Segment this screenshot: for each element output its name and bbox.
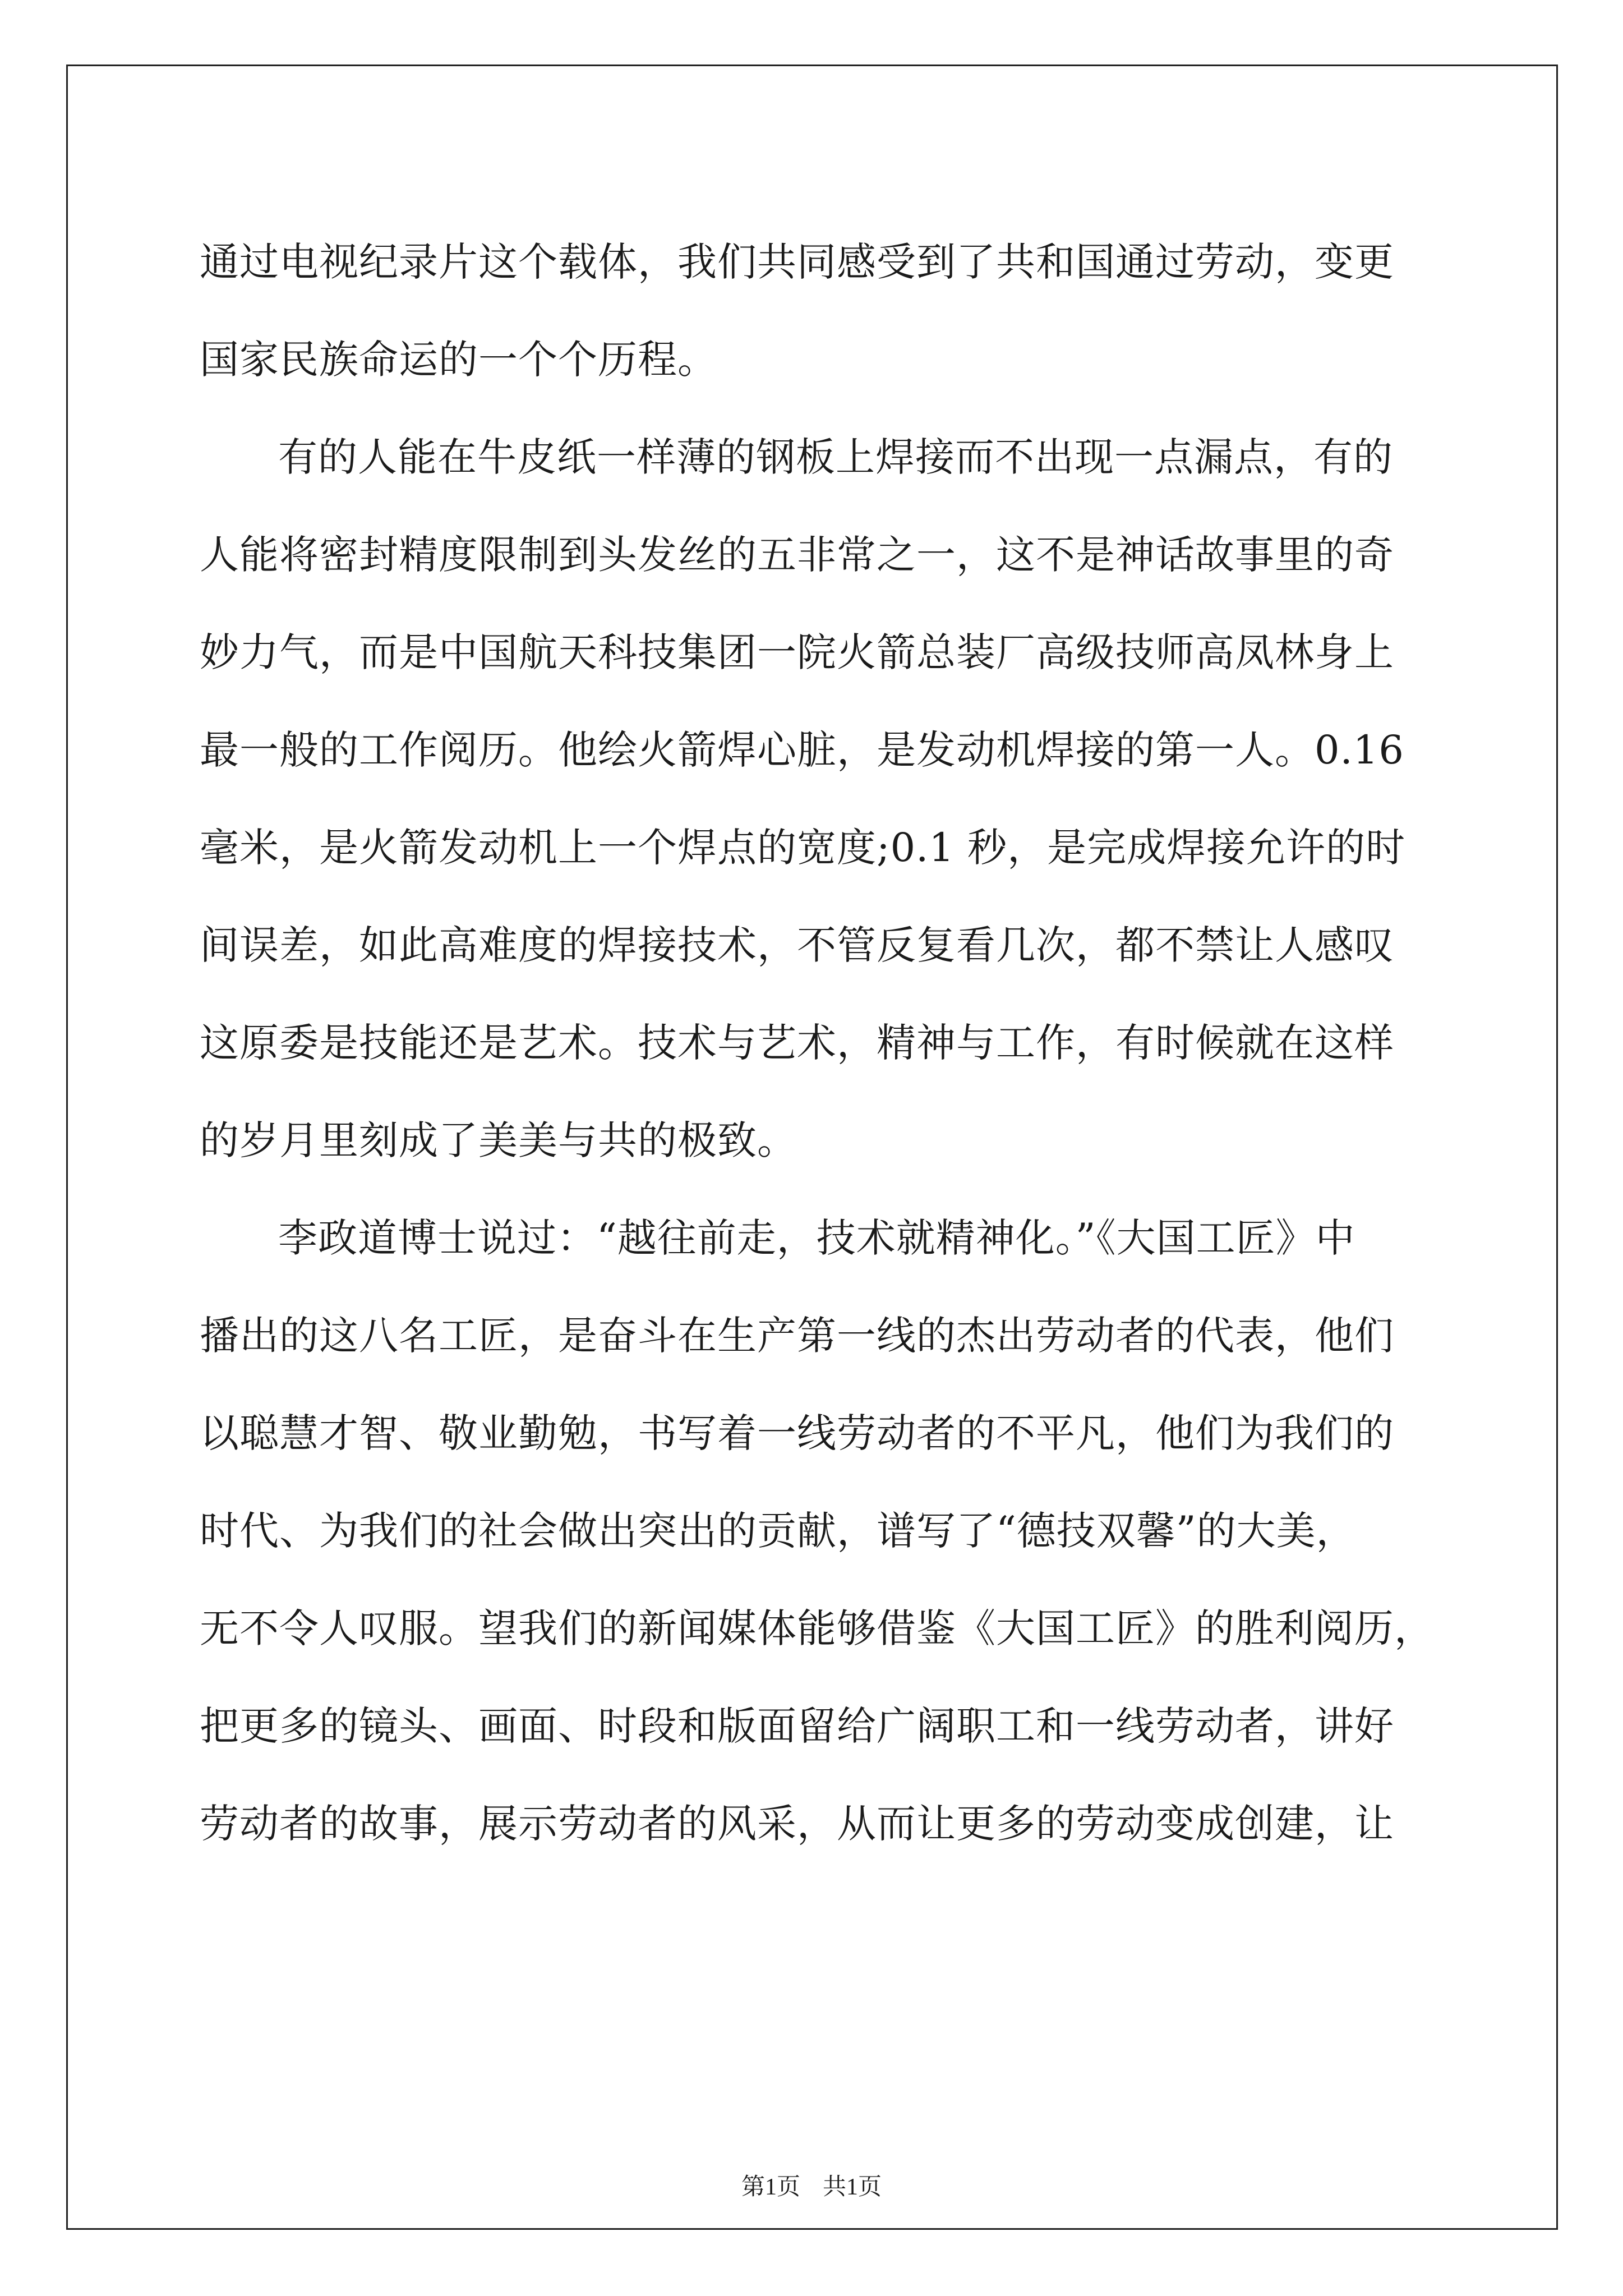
page-number-current: 第1页 [741, 2174, 800, 2200]
text-line: 妙力气，而是中国航天科技集团一院火箭总装厂高级技师高凤林身上 [200, 629, 1394, 675]
text-line: 有的人能在牛皮纸一样薄的钢板上焊接而不出现一点漏点，有的 [278, 434, 1393, 480]
document-body [200, 213, 1433, 1872]
text-line: 毫米，是火箭发动机上一个焊点的宽度;0.1 秒，是完成焊接允许的时 [200, 825, 1406, 871]
text-line: 劳动者的故事，展示劳动者的风采，从而让更多的劳动变成创建，让 [200, 1801, 1394, 1847]
text-line: 时代、为我们的社会做出突出的贡献，谱写了“德技双馨”的大美， [200, 1508, 1356, 1554]
text-line: 以聪慧才智、敬业勤勉，书写着一线劳动者的不平凡，他们为我们的 [200, 1410, 1394, 1456]
text-line: 这原委是技能还是艺术。技术与艺术，精神与工作，有时候就在这样 [200, 1020, 1394, 1066]
page-number-total: 共1页 [823, 2174, 882, 2200]
text-line: 李政道博士说过：“越往前走，技术就精神化。”《大国工匠》中 [278, 1215, 1355, 1261]
text-line: 间误差，如此高难度的焊接技术，不管反复看几次，都不禁让人感叹 [200, 922, 1394, 968]
paragraph [200, 213, 1433, 408]
text-line: 国家民族命运的一个个历程。 [200, 337, 717, 383]
paragraph [200, 408, 1433, 1189]
text-line: 通过电视纪录片这个载体，我们共同感受到了共和国通过劳动，变更 [200, 239, 1394, 285]
text-line: 的岁月里刻成了美美与共的极致。 [200, 1117, 797, 1163]
text-line: 人能将密封精度限制到头发丝的五非常之一，这不是神话故事里的奇 [200, 532, 1394, 578]
page-footer [0, 2168, 1623, 2202]
text-line: 把更多的镜头、画面、时段和版面留给广阔职工和一线劳动者，讲好 [200, 1703, 1394, 1749]
text-line: 无不令人叹服。望我们的新闻媒体能够借鉴《大国工匠》的胜利阅历， [200, 1605, 1434, 1651]
text-line: 播出的这八名工匠，是奋斗在生产第一线的杰出劳动者的代表，他们 [200, 1313, 1394, 1359]
paragraph [200, 1189, 1433, 1872]
text-line: 最一般的工作阅历。他绘火箭焊心脏，是发动机焊接的第一人。0.16 [200, 727, 1404, 773]
